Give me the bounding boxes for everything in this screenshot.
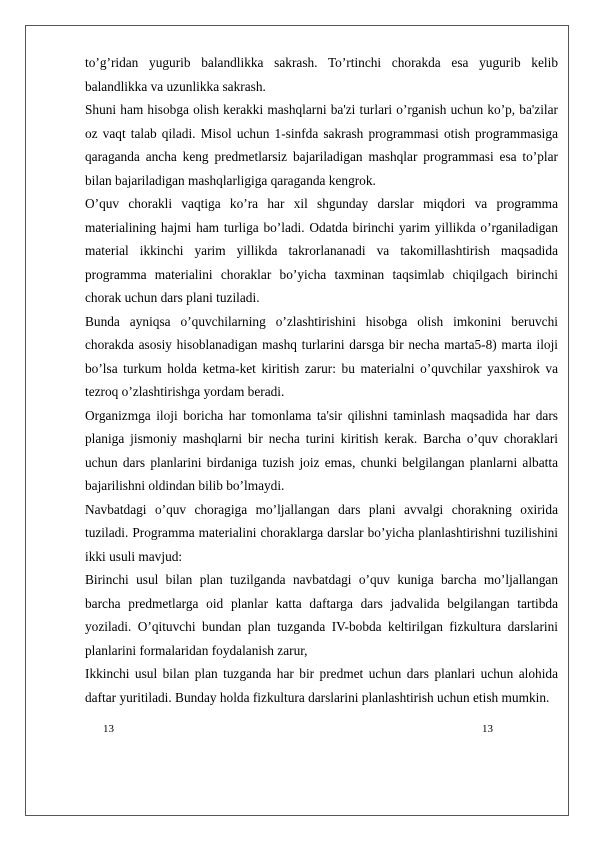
document-body — [85, 51, 558, 709]
paragraph-2: Shuni ham hisobga olish kerakki mashqlarni ba'zi turlari o’rganish uchun ko’p, ba'zilar oz vaqt talab qiladi. Misol uchun 1-sinfda sakrash programmasi otish programmasiga qaraganda ancha keng predmetlarsiz bajariladigan mashqlar programmasi esa to’plar bilan bajariladigan mashqlarligiga qaraganda kengrok. — [85, 102, 558, 188]
paragraph-6: Navbatdagi o’quv choragiga mo’ljallangan dars plani avvalgi chorakning oxirida tuziladi. Programma materialini choraklarga darslar bo’yicha planlashtirishni tuzilishini ikki usuli mavjud: — [85, 501, 558, 564]
paragraph-4: Bunda ayniqsa o’quvchilarning o’zlashtirishini hisobga olish imkonini beruvchi chorakda asosiy hisoblanadigan mashq turlarini darsga bir necha marta5-8) marta iloji bo’lsa turkum holda ketma-ket kiritish zarur: bu materialni o’quvchilar yaxshirok va tezroq o’zlashtirishga yordam beradi. — [85, 313, 558, 399]
paragraph-5: Organizmga iloji boricha har tomonlama ta'sir qilishni taminlash maqsadida har dars planiga jismoniy mashqlarni bir necha turini kiritish kerak. Barcha o’quv choraklari uchun dars planlarini birdaniga tuzish joiz emas, chunki belgilangan planlarni albatta bajarilishni oldindan bilib bo’lmaydi. — [85, 407, 558, 493]
paragraph-3: O’quv chorakli vaqtiga ko’ra har xil shgunday darslar miqdori va programma materialining hajmi ham turliga bo’ladi. Odatda birinchi yarim yillikda o’rganiladigan material ikkinchi yarim yillikda takrorlananadi va takomillashtirish maqsadida programma materialini choraklar bo’yicha taxminan taqsimlab chiqilgach birinchi chorak uchun dars plani tuziladi. — [85, 196, 558, 305]
page-number-right: 13 — [482, 723, 493, 735]
paragraph-8: Ikkinchi usul bilan plan tuzganda har bir predmet uchun dars planlari uchun alohida daftar yuritiladi. Bunday holda fizkultura darslarini planlashtirish uchun etish mumkin. — [85, 666, 558, 705]
page-number-left: 13 — [103, 723, 114, 735]
paragraph-7: Birinchi usul bilan plan tuzilganda navbatdagi o’quv kuniga barcha mo’ljallangan barcha predmetlarga oid planlar katta daftarga dars jadvalida belgilangan tartibda yoziladi. O’qituvchi bundan plan tuzganda IV-bobda keltirilgan fizkultura darslarini planlarini formalaridan foydalanish zarur, — [85, 572, 558, 658]
paragraph-1: to’g’ridan yugurib balandlikka sakrash. To’rtinchi chorakda esa yugurib kelib balandlikka va uzunlikka sakrash. — [85, 55, 558, 94]
